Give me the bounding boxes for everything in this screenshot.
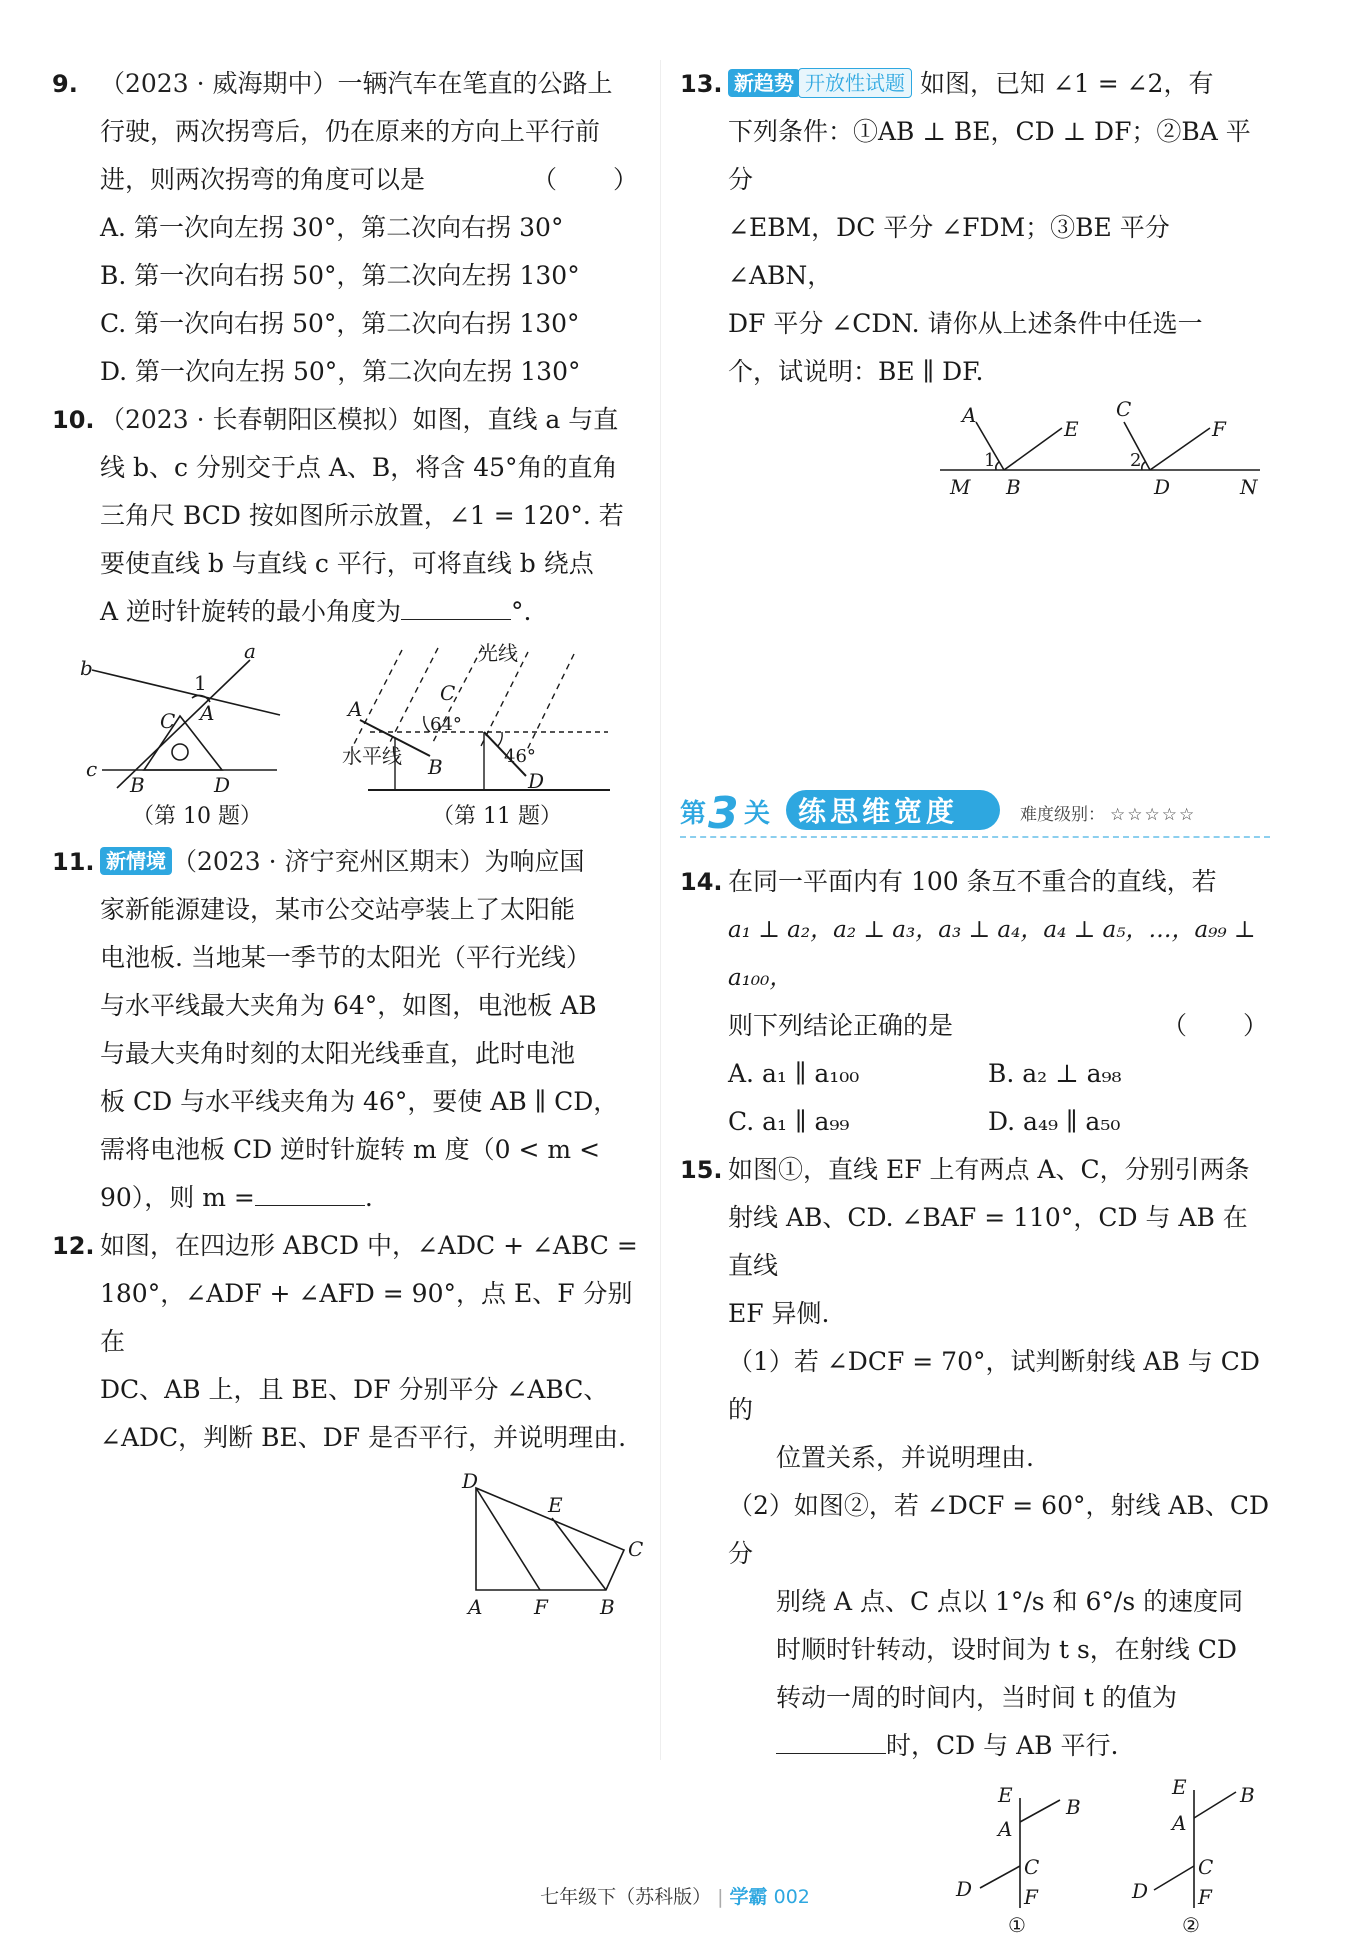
label-A: A	[998, 1817, 1013, 1841]
left-column	[52, 60, 644, 1628]
question-text-line: 行驶，两次拐弯后，仍在原来的方向上平行前	[100, 117, 601, 146]
question-10	[52, 396, 640, 636]
option-b: B. a₂ ⊥ a₉₈	[988, 1059, 1122, 1088]
label-angle-2: 2	[1130, 450, 1142, 471]
question-number: 14.	[680, 868, 723, 896]
label-angle-1: 1	[984, 450, 996, 471]
badge-new-context: 新情境	[100, 847, 172, 875]
question-source: （2023 · 威海期中）	[100, 69, 338, 98]
angle-2-arc	[1142, 462, 1145, 470]
question-text-line: 与最大夹角时刻的太阳光线垂直，此时电池	[100, 1039, 576, 1068]
segment-be	[552, 1518, 606, 1590]
part-2-cont: 转动一周的时间内，当时间 t 的值为	[776, 1683, 1177, 1712]
label-E: E	[1172, 1775, 1187, 1799]
option-a: A. 第一次向左拐 30°，第二次向右拐 30°	[100, 213, 564, 242]
label-A: A	[200, 701, 215, 725]
label-c: c	[86, 757, 98, 781]
figure-10	[92, 660, 280, 788]
question-number: 12.	[52, 1232, 95, 1260]
question-text-line: °.	[511, 597, 532, 626]
label-b: b	[80, 656, 93, 680]
answer-blank[interactable]	[401, 589, 511, 620]
label-A: A	[348, 697, 363, 721]
question-text-line: 180°，∠ADF + ∠AFD = 90°，点 E、F 分别在	[100, 1279, 633, 1356]
difficulty-label: 难度级别：	[1020, 805, 1105, 825]
label-A: A	[1172, 1811, 1187, 1835]
question-source: （2023 · 济宁兖州区期末）	[172, 847, 485, 876]
question-14	[680, 858, 1270, 1050]
badge-open-question: 开放性试题	[798, 68, 912, 98]
figures-10-11	[52, 640, 640, 830]
label-C: C	[1116, 397, 1132, 421]
figure-11	[354, 648, 610, 790]
question-text-line: 与水平线最大夹角为 64°，如图，电池板 AB	[100, 991, 597, 1020]
question-text-line: 如图，直线 a 与直	[412, 405, 619, 434]
question-text-line: 90），则 m =	[100, 1183, 255, 1212]
label-E: E	[998, 1783, 1013, 1807]
label-D: D	[1132, 1879, 1149, 1903]
label-C: C	[1198, 1855, 1214, 1879]
options-grid	[680, 1050, 1270, 1146]
option-b: B. 第一次向右拐 50°，第二次向左拐 130°	[100, 261, 580, 290]
figure-15	[680, 1775, 1270, 1940]
ray-be	[1004, 428, 1062, 470]
label-F: F	[1198, 1885, 1212, 1909]
question-text-line: 进，则两次拐弯的角度可以是	[100, 165, 426, 194]
label-C: C	[628, 1537, 644, 1561]
label-M: M	[950, 475, 971, 499]
question-11	[52, 838, 640, 1222]
section-suffix: 关	[744, 799, 771, 829]
blank-answer-space	[680, 510, 1270, 780]
label-A: A	[468, 1595, 483, 1619]
part-2-cont: 时顺时针转动，设时间为 t s，在射线 CD	[776, 1635, 1237, 1664]
question-text-line: 电池板. 当地某一季节的太阳光（平行光线）	[100, 943, 591, 972]
triangle-hole	[172, 744, 188, 760]
label-F: F	[1024, 1885, 1038, 1909]
question-text-line: 一辆汽车在笔直的公路上	[337, 69, 613, 98]
question-number: 15.	[680, 1156, 723, 1184]
column-divider	[660, 60, 661, 1760]
ray-ab	[1194, 1792, 1236, 1818]
difficulty-stars: ☆☆☆☆☆	[1110, 805, 1197, 825]
figure-12	[52, 1468, 644, 1628]
label-B: B	[1240, 1783, 1255, 1807]
section-banner	[680, 780, 1270, 840]
label-A: A	[962, 403, 977, 427]
footer-brand: 学霸	[729, 1886, 768, 1908]
label-angle-1: 1	[194, 671, 207, 695]
label-E: E	[1064, 417, 1079, 441]
label-C: C	[440, 681, 456, 705]
question-text-line: 则下列结论正确的是	[728, 1011, 954, 1040]
label-F: F	[534, 1595, 548, 1619]
question-text-line: EF 异侧.	[728, 1299, 830, 1328]
part-1: （1）若 ∠DCF = 70°，试判断射线 AB 与 CD 的	[728, 1347, 1260, 1424]
footer-separator: |	[717, 1886, 724, 1908]
option-a: A. a₁ ∥ a₁₀₀	[728, 1059, 860, 1088]
ray-ab	[1020, 1800, 1060, 1822]
question-text-line: 下列条件：①AB ⊥ BE，CD ⊥ DF；②BA 平分	[728, 117, 1251, 194]
label-B: B	[130, 773, 145, 797]
section-prefix: 第	[680, 799, 707, 829]
question-number: 13.	[680, 70, 723, 98]
question-text-line: A 逆时针旋转的最小角度为	[100, 597, 402, 626]
section-header	[680, 780, 1270, 840]
question-text-line: 家新能源建设，某市公交站亭装上了太阳能	[100, 895, 576, 924]
label-D: D	[956, 1877, 973, 1901]
question-text-line: 需将电池板 CD 逆时针旋转 m 度（0 < m <	[100, 1135, 601, 1164]
question-text-line: a₁ ⊥ a₂，a₂ ⊥ a₃，a₃ ⊥ a₄，a₄ ⊥ a₅，…，a₉₉ ⊥ a₁₀₀，	[728, 917, 1256, 991]
question-text-line: 线 b、c 分别交于点 A、B，将含 45°角的直角	[100, 453, 618, 482]
question-text-line: DF 平分 ∠CDN. 请你从上述条件中任选一	[728, 309, 1203, 338]
section-divider	[680, 836, 1270, 838]
label-B: B	[428, 755, 443, 779]
label-B: B	[1006, 475, 1021, 499]
question-12	[52, 1222, 640, 1462]
light-ray	[526, 654, 574, 752]
question-text-line: 如图①，直线 EF 上有两点 A、C，分别引两条	[728, 1155, 1250, 1184]
label-D: D	[214, 773, 231, 797]
right-column	[680, 60, 1270, 1940]
figure-10-caption: （第 10 题）	[132, 804, 262, 829]
question-15	[680, 1146, 1270, 1338]
question-number: 11.	[52, 848, 95, 876]
question-text-line: 三角尺 BCD 按如图所示放置，∠1 = 120°. 若	[100, 501, 624, 530]
part-2: （2）如图②，若 ∠DCF = 60°，射线 AB、CD 分	[728, 1491, 1270, 1568]
label-F: F	[1212, 417, 1226, 441]
question-text-line: .	[364, 1183, 373, 1212]
label-horizontal: 水平线	[342, 744, 402, 768]
question-source: （2023 · 长春朝阳区模拟）	[100, 405, 413, 434]
part-1-cont: 位置关系，并说明理由.	[776, 1443, 1034, 1472]
part-2-cont: 别绕 A 点、C 点以 1°/s 和 6°/s 的速度同	[776, 1587, 1244, 1616]
question-9	[52, 60, 640, 204]
light-ray	[480, 652, 528, 748]
label-D: D	[528, 769, 545, 793]
question-text-line: 为响应国	[484, 847, 585, 876]
question-text-line: 时，CD 与 AB 平行.	[886, 1731, 1119, 1760]
label-B: B	[600, 1595, 615, 1619]
option-d: D. a₄₉ ∥ a₅₀	[988, 1107, 1121, 1136]
figure-11-caption: （第 11 题）	[432, 804, 562, 829]
question-text-line: ∠ADC，判断 BE、DF 是否平行，并说明理由.	[100, 1423, 627, 1452]
label-E: E	[548, 1493, 563, 1517]
label-angle-64: 64°	[430, 714, 462, 735]
question-text-line: 在同一平面内有 100 条互不重合的直线，若	[728, 867, 1217, 896]
section-number: 3	[708, 788, 739, 839]
badge-new-trend: 新趋势	[728, 69, 800, 97]
section-title: 练思维宽度	[798, 795, 959, 828]
question-number: 9.	[52, 70, 78, 98]
page-footer	[0, 1882, 1350, 1909]
label-angle-46: 46°	[504, 746, 536, 767]
question-text-line: 要使直线 b 与直线 c 平行，可将直线 b 绕点	[100, 549, 594, 578]
page-number: 002	[773, 1886, 810, 1908]
question-text-line: 板 CD 与水平线夹角为 46°，要使 AB ∥ CD，	[100, 1087, 619, 1116]
figure-15-2-caption: ②	[1182, 1913, 1200, 1937]
angle-46-arc	[498, 732, 502, 746]
option-c: C. a₁ ∥ a₉₉	[728, 1107, 850, 1136]
segment-df	[476, 1488, 540, 1590]
figure-13	[680, 397, 1270, 510]
answer-parentheses: （ ）	[1161, 1011, 1270, 1040]
option-c: C. 第一次向右拐 50°，第二次向右拐 130°	[100, 309, 580, 338]
line-a	[117, 660, 250, 788]
part-2-last	[680, 1722, 1270, 1770]
question-text-line: 射线 AB、CD. ∠BAF = 110°，CD 与 AB 在直线	[728, 1203, 1248, 1280]
label-B: B	[1066, 1795, 1081, 1819]
option-d: D. 第一次向左拐 50°，第二次向左拐 130°	[100, 357, 581, 386]
question-text-line: ∠EBM，DC 平分 ∠FDM；③BE 平分 ∠ABN，	[728, 213, 1170, 290]
angle-1-arc	[996, 462, 999, 470]
label-C: C	[1024, 1855, 1040, 1879]
question-number: 10.	[52, 406, 95, 434]
label-D: D	[462, 1469, 479, 1493]
answer-blank[interactable]	[255, 1175, 365, 1206]
figure-15-1-caption: ①	[1008, 1913, 1026, 1937]
footer-grade: 七年级下（苏科版）	[540, 1886, 712, 1908]
label-N: N	[1240, 475, 1258, 499]
label-light: 光线	[478, 641, 518, 665]
answer-blank[interactable]	[776, 1723, 886, 1754]
label-a: a	[244, 639, 256, 663]
label-D: D	[1154, 475, 1171, 499]
label-C: C	[160, 709, 176, 733]
question-text-line: 如图，已知 ∠1 = ∠2，有	[919, 69, 1214, 98]
question-text-line: 如图，在四边形 ABCD 中，∠ADC + ∠ABC =	[100, 1231, 638, 1260]
ray-df	[1150, 428, 1210, 470]
question-text-line: DC、AB 上，且 BE、DF 分别平分 ∠ABC、	[100, 1375, 609, 1404]
line-b	[92, 670, 280, 715]
question-text-line: 个，试说明：BE ∥ DF.	[728, 357, 984, 386]
answer-parentheses: （ ）	[531, 165, 640, 194]
question-13	[680, 60, 1270, 396]
